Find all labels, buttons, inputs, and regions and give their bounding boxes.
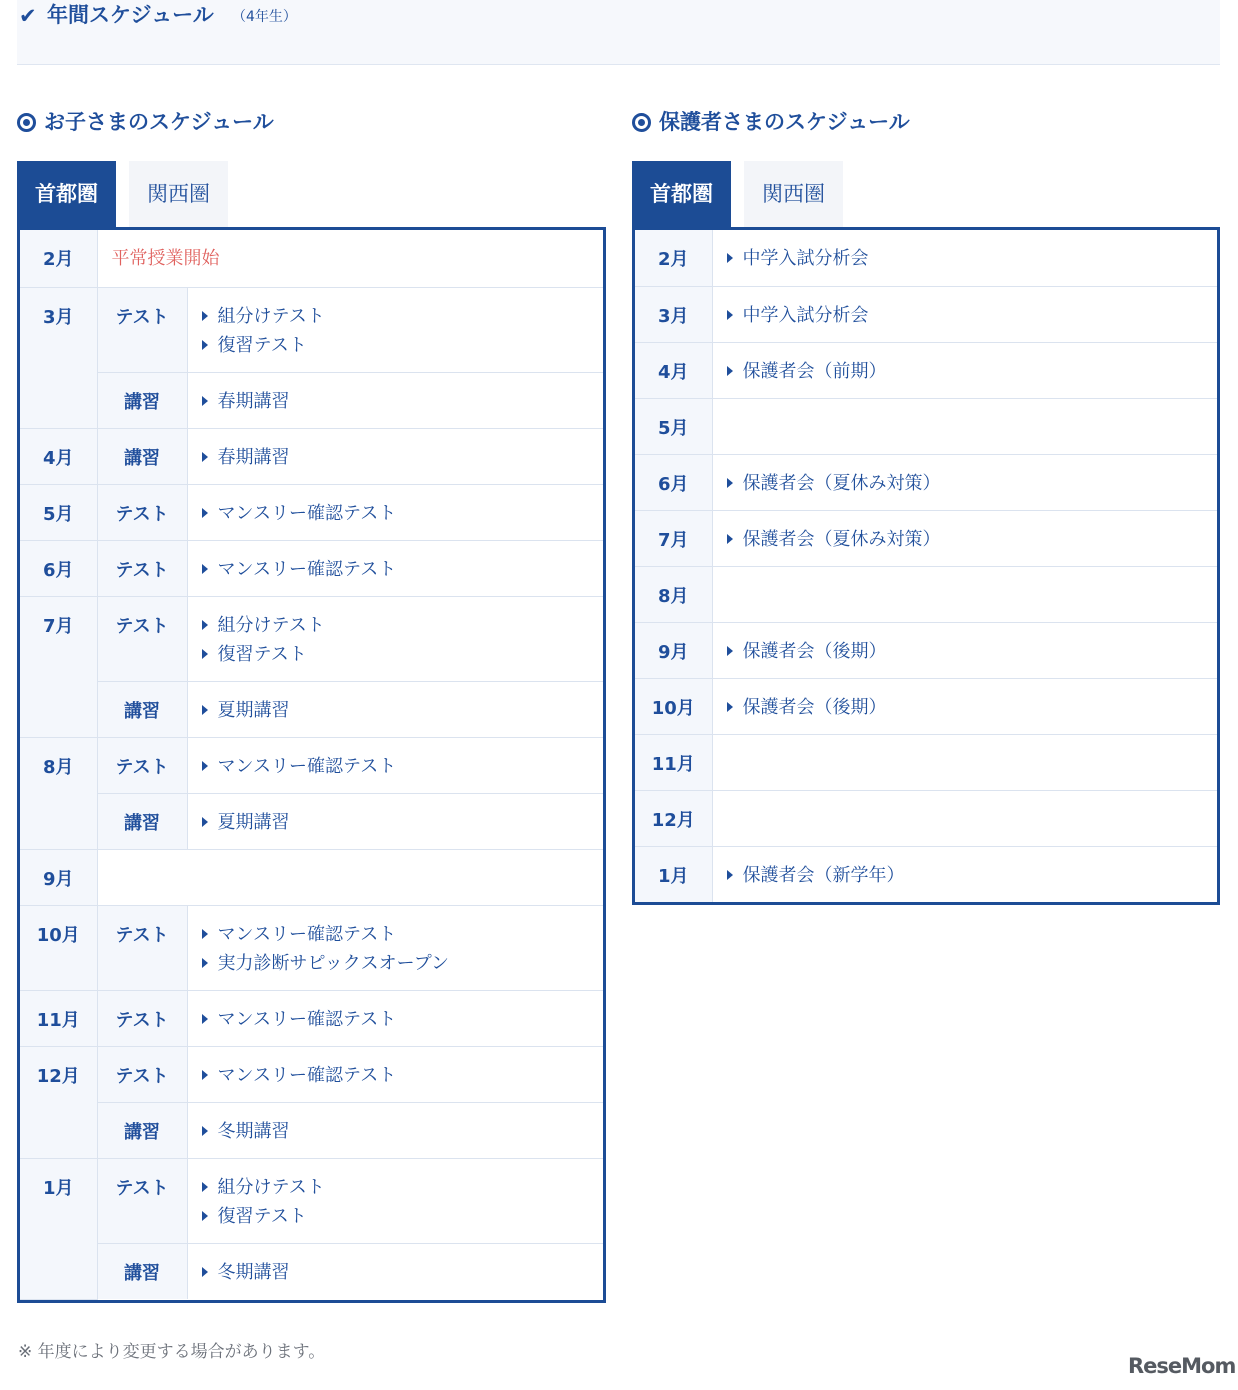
table-row xyxy=(20,540,603,596)
table-row xyxy=(635,734,1217,790)
event-cell xyxy=(187,372,603,428)
table-row xyxy=(20,1046,603,1102)
event-cell xyxy=(712,510,1217,566)
event-item-text: マンスリー確認テスト xyxy=(217,502,397,524)
event-cell xyxy=(97,230,603,287)
triangle-right-icon xyxy=(727,366,733,376)
event-cell xyxy=(187,905,603,990)
category-cell: 講習 xyxy=(97,1243,187,1299)
event-item-text: 保護者会（夏休み対策） xyxy=(742,528,941,550)
event-cell xyxy=(187,1102,603,1158)
triangle-right-icon xyxy=(202,1014,208,1024)
event-item-text: 実力診断サピックスオープン xyxy=(217,952,449,974)
table-row xyxy=(635,510,1217,566)
event-item-text: 保護者会（前期） xyxy=(742,360,887,382)
triangle-right-icon xyxy=(202,649,208,659)
checkmark-icon: ✔ xyxy=(19,4,37,28)
grade-label: （4年生） xyxy=(232,9,297,25)
target-icon xyxy=(17,113,36,132)
event-item[interactable] xyxy=(202,1005,604,1034)
event-item-text: マンスリー確認テスト xyxy=(217,1008,397,1030)
month-cell: 11月 xyxy=(635,734,712,790)
month-cell: 8月 xyxy=(20,737,97,849)
parent-schedule-table xyxy=(632,227,1220,905)
table-row xyxy=(20,372,603,428)
triangle-right-icon xyxy=(202,340,208,350)
event-item-text: 夏期講習 xyxy=(217,699,290,721)
triangle-right-icon xyxy=(202,1070,208,1080)
table-row xyxy=(635,846,1217,902)
event-item-text: 夏期講習 xyxy=(217,811,290,833)
triangle-right-icon xyxy=(202,1267,208,1277)
child-schedule-title xyxy=(17,108,274,136)
event-cell xyxy=(97,849,603,905)
event-cell xyxy=(187,681,603,737)
table-row xyxy=(20,596,603,681)
month-cell: 8月 xyxy=(635,566,712,622)
triangle-right-icon xyxy=(727,478,733,488)
event-item-text: 組分けテスト xyxy=(217,1176,325,1198)
event-item-text: 保護者会（新学年） xyxy=(742,864,905,886)
category-cell: テスト xyxy=(97,737,187,793)
category-cell: テスト xyxy=(97,990,187,1046)
table-row xyxy=(20,428,603,484)
event-cell xyxy=(187,1158,603,1243)
triangle-right-icon xyxy=(202,311,208,321)
event-item-text: マンスリー確認テスト xyxy=(217,923,397,945)
triangle-right-icon xyxy=(727,646,733,656)
event-cell xyxy=(712,230,1217,286)
category-cell: テスト xyxy=(97,1046,187,1102)
triangle-right-icon xyxy=(202,396,208,406)
event-item[interactable] xyxy=(202,920,604,949)
event-item-text: 保護者会（後期） xyxy=(742,640,887,662)
event-item[interactable] xyxy=(202,1173,604,1202)
month-cell: 2月 xyxy=(635,230,712,286)
event-item[interactable] xyxy=(202,302,604,331)
schedule-header xyxy=(17,0,1220,65)
triangle-right-icon xyxy=(202,817,208,827)
triangle-right-icon xyxy=(727,870,733,880)
event-cell xyxy=(187,1243,603,1299)
event-item-text: マンスリー確認テスト xyxy=(217,755,397,777)
month-cell: 12月 xyxy=(20,1046,97,1158)
triangle-right-icon xyxy=(727,702,733,712)
event-item-text: マンスリー確認テスト xyxy=(217,558,397,580)
event-cell xyxy=(187,990,603,1046)
month-cell: 10月 xyxy=(635,678,712,734)
event-item-text: 復習テスト xyxy=(217,334,307,356)
month-cell: 9月 xyxy=(20,849,97,905)
month-cell: 10月 xyxy=(20,905,97,990)
event-item-text: 冬期講習 xyxy=(217,1120,290,1142)
category-cell: テスト xyxy=(97,596,187,681)
event-item[interactable] xyxy=(202,443,604,472)
tab-parent-shutoken[interactable]: 首都圏 xyxy=(632,161,731,227)
event-item[interactable] xyxy=(727,525,1218,554)
category-cell: 講習 xyxy=(97,681,187,737)
event-item[interactable] xyxy=(202,611,604,640)
category-cell: テスト xyxy=(97,287,187,372)
category-cell: テスト xyxy=(97,540,187,596)
table-row xyxy=(20,1158,603,1243)
event-item[interactable] xyxy=(202,1117,604,1146)
month-cell: 3月 xyxy=(20,287,97,428)
month-cell: 7月 xyxy=(635,510,712,566)
triangle-right-icon xyxy=(202,1182,208,1192)
table-row xyxy=(20,990,603,1046)
month-cell: 6月 xyxy=(20,540,97,596)
page-title: 年間スケジュール xyxy=(47,3,214,27)
child-schedule-title-text: お子さまのスケジュール xyxy=(44,110,274,134)
event-cell xyxy=(187,1046,603,1102)
table-row xyxy=(20,287,603,372)
table-row xyxy=(635,678,1217,734)
event-cell xyxy=(712,734,1217,790)
triangle-right-icon xyxy=(202,761,208,771)
triangle-right-icon xyxy=(727,253,733,263)
month-cell: 6月 xyxy=(635,454,712,510)
target-icon xyxy=(632,113,651,132)
event-item-text: 冬期講習 xyxy=(217,1261,290,1283)
table-row xyxy=(20,681,603,737)
triangle-right-icon xyxy=(202,705,208,715)
table-row xyxy=(635,566,1217,622)
event-item[interactable] xyxy=(202,387,604,416)
table-row xyxy=(20,905,603,990)
event-item[interactable] xyxy=(727,637,1218,666)
table-row xyxy=(20,1102,603,1158)
event-cell xyxy=(187,484,603,540)
table-row xyxy=(635,790,1217,846)
event-item[interactable] xyxy=(202,1061,604,1090)
event-item[interactable] xyxy=(202,1258,604,1287)
month-cell: 4月 xyxy=(635,342,712,398)
event-item-text: マンスリー確認テスト xyxy=(217,1064,397,1086)
event-item[interactable] xyxy=(727,301,1218,330)
tab-child-kansai[interactable]: 関西圏 xyxy=(129,161,228,227)
event-item[interactable] xyxy=(727,693,1218,722)
event-item[interactable] xyxy=(202,752,604,781)
table-row xyxy=(635,398,1217,454)
table-row xyxy=(635,622,1217,678)
event-item[interactable] xyxy=(727,244,1218,273)
triangle-right-icon xyxy=(202,929,208,939)
event-item[interactable] xyxy=(202,1202,604,1231)
table-row xyxy=(20,484,603,540)
event-cell xyxy=(187,428,603,484)
event-item-text: 保護者会（後期） xyxy=(742,696,887,718)
table-row xyxy=(20,230,603,287)
resemom-logo: ReseMom xyxy=(1128,1354,1236,1378)
event-item-text: 中学入試分析会 xyxy=(742,304,869,326)
event-cell xyxy=(712,454,1217,510)
triangle-right-icon xyxy=(202,620,208,630)
category-cell: テスト xyxy=(97,1158,187,1243)
month-cell: 11月 xyxy=(20,990,97,1046)
triangle-right-icon xyxy=(202,958,208,968)
event-item[interactable] xyxy=(202,499,604,528)
event-cell xyxy=(712,622,1217,678)
category-cell: 講習 xyxy=(97,372,187,428)
event-item-text: 復習テスト xyxy=(217,1205,307,1227)
triangle-right-icon xyxy=(202,1211,208,1221)
event-item[interactable] xyxy=(727,469,1218,498)
table-row xyxy=(635,454,1217,510)
event-cell xyxy=(187,287,603,372)
parent-schedule-title xyxy=(632,108,910,136)
tab-child-shutoken[interactable]: 首都圏 xyxy=(17,161,116,227)
event-item[interactable] xyxy=(202,331,604,360)
event-cell xyxy=(187,596,603,681)
event-cell xyxy=(187,793,603,849)
triangle-right-icon xyxy=(727,310,733,320)
event-cell xyxy=(712,342,1217,398)
category-cell: 講習 xyxy=(97,793,187,849)
event-item[interactable] xyxy=(202,555,604,584)
table-row xyxy=(635,286,1217,342)
triangle-right-icon xyxy=(202,508,208,518)
month-cell: 7月 xyxy=(20,596,97,737)
event-cell xyxy=(712,398,1217,454)
category-cell: 講習 xyxy=(97,428,187,484)
triangle-right-icon xyxy=(202,452,208,462)
month-cell: 3月 xyxy=(635,286,712,342)
event-item[interactable] xyxy=(202,949,604,978)
event-item-text: 組分けテスト xyxy=(217,305,325,327)
month-cell: 9月 xyxy=(635,622,712,678)
triangle-right-icon xyxy=(727,534,733,544)
table-row xyxy=(635,342,1217,398)
table-row xyxy=(635,230,1217,286)
month-cell: 5月 xyxy=(20,484,97,540)
triangle-right-icon xyxy=(202,1126,208,1136)
event-cell xyxy=(712,678,1217,734)
event-item-text: 中学入試分析会 xyxy=(742,248,869,269)
event-cell xyxy=(712,790,1217,846)
table-row xyxy=(20,1243,603,1299)
month-cell: 2月 xyxy=(20,230,97,287)
tab-parent-kansai[interactable]: 関西圏 xyxy=(744,161,843,227)
event-cell xyxy=(712,846,1217,902)
month-cell: 1月 xyxy=(635,846,712,902)
footnote: ※ 年度により変更する場合があります。 xyxy=(18,1342,326,1362)
event-item[interactable] xyxy=(727,861,1218,890)
child-schedule-table xyxy=(17,227,606,1303)
event-item-text: 春期講習 xyxy=(217,446,290,468)
table-row xyxy=(20,849,603,905)
event-item-text: 組分けテスト xyxy=(217,614,325,636)
month-cell: 1月 xyxy=(20,1158,97,1299)
event-item-text: 保護者会（夏休み対策） xyxy=(742,472,941,494)
event-cell xyxy=(712,286,1217,342)
event-item[interactable] xyxy=(202,808,604,837)
event-cell xyxy=(187,540,603,596)
event-cell xyxy=(712,566,1217,622)
category-cell: 講習 xyxy=(97,1102,187,1158)
event-cell xyxy=(187,737,603,793)
month-cell: 4月 xyxy=(20,428,97,484)
event-item-text: 春期講習 xyxy=(217,390,290,412)
category-cell: テスト xyxy=(97,484,187,540)
parent-schedule-title-text: 保護者さまのスケジュール xyxy=(659,110,910,134)
table-row xyxy=(20,793,603,849)
event-item[interactable] xyxy=(727,357,1218,386)
event-item: 平常授業開始 xyxy=(111,248,220,269)
table-row xyxy=(20,737,603,793)
month-cell: 12月 xyxy=(635,790,712,846)
event-item[interactable] xyxy=(202,640,604,669)
event-item[interactable] xyxy=(202,696,604,725)
event-item-text: 復習テスト xyxy=(217,643,307,665)
month-cell: 5月 xyxy=(635,398,712,454)
triangle-right-icon xyxy=(202,564,208,574)
category-cell: テスト xyxy=(97,905,187,990)
